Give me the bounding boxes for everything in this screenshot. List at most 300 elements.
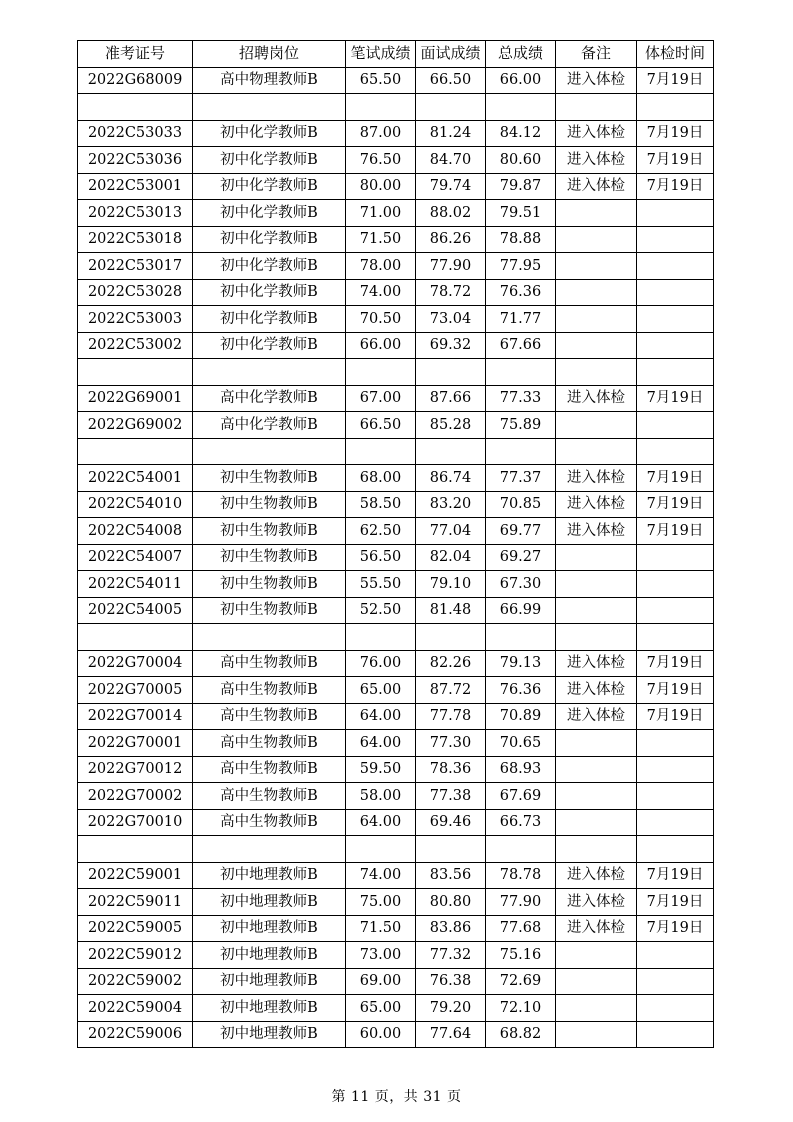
position-cell: 初中化学教师B (193, 200, 346, 227)
remarks-cell: 进入体检 (556, 889, 637, 916)
exam-date-cell (637, 200, 714, 227)
interview-score-cell: 82.26 (416, 650, 486, 677)
spacer-row (78, 836, 714, 863)
written-score-cell: 78.00 (346, 253, 416, 280)
exam-id-cell: 2022G69001 (78, 385, 193, 412)
interview-score-cell: 87.66 (416, 385, 486, 412)
total-score-cell: 72.69 (486, 968, 556, 995)
header-written-score: 笔试成绩 (346, 41, 416, 68)
written-score-cell: 70.50 (346, 306, 416, 333)
exam-date-cell (637, 597, 714, 624)
interview-score-cell (416, 836, 486, 863)
table-row (78, 412, 714, 439)
interview-score-cell: 73.04 (416, 306, 486, 333)
position-cell (193, 359, 346, 386)
exam-id-cell: 2022C59005 (78, 915, 193, 942)
exam-id-cell: 2022G70002 (78, 783, 193, 810)
exam-date-cell: 7月19日 (637, 677, 714, 704)
exam-date-cell (637, 544, 714, 571)
interview-score-cell: 69.46 (416, 809, 486, 836)
position-cell: 初中地理教师B (193, 968, 346, 995)
position-cell: 高中生物教师B (193, 650, 346, 677)
position-cell (193, 94, 346, 121)
position-cell: 初中化学教师B (193, 173, 346, 200)
interview-score-cell (416, 624, 486, 651)
interview-score-cell: 69.32 (416, 332, 486, 359)
position-cell: 初中化学教师B (193, 120, 346, 147)
remarks-cell: 进入体检 (556, 650, 637, 677)
remarks-cell (556, 226, 637, 253)
interview-score-cell: 79.74 (416, 173, 486, 200)
position-cell: 初中生物教师B (193, 465, 346, 492)
exam-date-cell: 7月19日 (637, 703, 714, 730)
exam-date-cell (637, 730, 714, 757)
position-cell: 初中生物教师B (193, 491, 346, 518)
remarks-cell (556, 253, 637, 280)
exam-date-cell (637, 253, 714, 280)
exam-date-cell (637, 359, 714, 386)
table-row (78, 253, 714, 280)
total-score-cell: 69.77 (486, 518, 556, 545)
remarks-cell (556, 942, 637, 969)
written-score-cell: 65.00 (346, 677, 416, 704)
remarks-cell: 进入体检 (556, 385, 637, 412)
position-cell: 初中化学教师B (193, 279, 346, 306)
total-score-cell: 70.85 (486, 491, 556, 518)
remarks-cell: 进入体检 (556, 120, 637, 147)
exam-id-cell: 2022C59006 (78, 1021, 193, 1048)
written-score-cell: 58.00 (346, 783, 416, 810)
remarks-cell: 进入体检 (556, 703, 637, 730)
exam-id-cell (78, 438, 193, 465)
exam-date-cell (637, 809, 714, 836)
position-cell (193, 438, 346, 465)
table-row (78, 995, 714, 1022)
exam-date-cell (637, 836, 714, 863)
position-cell: 初中生物教师B (193, 597, 346, 624)
written-score-cell: 66.00 (346, 332, 416, 359)
exam-date-cell: 7月19日 (637, 67, 714, 94)
table-row (78, 518, 714, 545)
position-cell: 高中物理教师B (193, 67, 346, 94)
written-score-cell: 69.00 (346, 968, 416, 995)
exam-id-cell: 2022C54010 (78, 491, 193, 518)
remarks-cell (556, 995, 637, 1022)
table-row (78, 703, 714, 730)
position-cell: 高中化学教师B (193, 412, 346, 439)
interview-score-cell: 76.38 (416, 968, 486, 995)
exam-id-cell: 2022C53013 (78, 200, 193, 227)
results-table (77, 40, 714, 1048)
written-score-cell: 74.00 (346, 862, 416, 889)
written-score-cell (346, 359, 416, 386)
remarks-cell (556, 624, 637, 651)
interview-score-cell: 77.04 (416, 518, 486, 545)
written-score-cell: 59.50 (346, 756, 416, 783)
exam-id-cell: 2022C54001 (78, 465, 193, 492)
total-score-cell (486, 438, 556, 465)
position-cell: 初中地理教师B (193, 995, 346, 1022)
exam-date-cell (637, 571, 714, 598)
written-score-cell: 62.50 (346, 518, 416, 545)
spacer-row (78, 624, 714, 651)
interview-score-cell: 77.64 (416, 1021, 486, 1048)
interview-score-cell: 66.50 (416, 67, 486, 94)
exam-id-cell: 2022C53017 (78, 253, 193, 280)
interview-score-cell: 78.36 (416, 756, 486, 783)
exam-date-cell: 7月19日 (637, 173, 714, 200)
total-score-cell: 70.65 (486, 730, 556, 757)
table-row (78, 279, 714, 306)
written-score-cell: 76.50 (346, 147, 416, 174)
exam-id-cell: 2022C53018 (78, 226, 193, 253)
exam-id-cell: 2022C54008 (78, 518, 193, 545)
total-score-cell: 75.89 (486, 412, 556, 439)
remarks-cell (556, 783, 637, 810)
table-row (78, 1021, 714, 1048)
remarks-cell (556, 836, 637, 863)
interview-score-cell: 77.30 (416, 730, 486, 757)
position-cell: 初中生物教师B (193, 571, 346, 598)
table-row (78, 677, 714, 704)
exam-date-cell: 7月19日 (637, 120, 714, 147)
exam-id-cell: 2022C53002 (78, 332, 193, 359)
table-body (78, 67, 714, 1048)
exam-date-cell (637, 624, 714, 651)
exam-date-cell (637, 756, 714, 783)
position-cell: 高中生物教师B (193, 677, 346, 704)
total-score-cell: 77.90 (486, 889, 556, 916)
interview-score-cell: 83.56 (416, 862, 486, 889)
exam-id-cell: 2022G70005 (78, 677, 193, 704)
written-score-cell: 71.50 (346, 226, 416, 253)
exam-date-cell: 7月19日 (637, 650, 714, 677)
interview-score-cell: 79.20 (416, 995, 486, 1022)
table-row (78, 120, 714, 147)
remarks-cell (556, 359, 637, 386)
exam-id-cell: 2022C54007 (78, 544, 193, 571)
total-score-cell (486, 359, 556, 386)
position-cell: 初中化学教师B (193, 332, 346, 359)
position-cell: 初中化学教师B (193, 226, 346, 253)
header-position: 招聘岗位 (193, 41, 346, 68)
table-row (78, 730, 714, 757)
total-score-cell: 70.89 (486, 703, 556, 730)
table-row (78, 756, 714, 783)
exam-date-cell: 7月19日 (637, 862, 714, 889)
remarks-cell (556, 597, 637, 624)
table-row (78, 597, 714, 624)
total-score-cell: 68.93 (486, 756, 556, 783)
exam-date-cell (637, 968, 714, 995)
header-exam-date: 体检时间 (637, 41, 714, 68)
position-cell (193, 624, 346, 651)
position-cell: 高中生物教师B (193, 809, 346, 836)
written-score-cell: 87.00 (346, 120, 416, 147)
interview-score-cell: 87.72 (416, 677, 486, 704)
spacer-row (78, 438, 714, 465)
remarks-cell (556, 438, 637, 465)
header-interview-score: 面试成绩 (416, 41, 486, 68)
exam-id-cell: 2022C53001 (78, 173, 193, 200)
table-row (78, 809, 714, 836)
exam-id-cell (78, 836, 193, 863)
remarks-cell: 进入体检 (556, 67, 637, 94)
table-row (78, 332, 714, 359)
position-cell: 初中地理教师B (193, 862, 346, 889)
interview-score-cell (416, 94, 486, 121)
interview-score-cell: 81.48 (416, 597, 486, 624)
table-row (78, 385, 714, 412)
spacer-row (78, 94, 714, 121)
written-score-cell: 66.50 (346, 412, 416, 439)
exam-id-cell (78, 359, 193, 386)
position-cell: 高中化学教师B (193, 385, 346, 412)
position-cell: 初中地理教师B (193, 889, 346, 916)
table-row (78, 915, 714, 942)
interview-score-cell: 78.72 (416, 279, 486, 306)
total-score-cell: 79.13 (486, 650, 556, 677)
exam-id-cell: 2022C54005 (78, 597, 193, 624)
remarks-cell: 进入体检 (556, 677, 637, 704)
interview-score-cell: 83.86 (416, 915, 486, 942)
page-number: 第 11 页，共 31 页 (331, 1089, 462, 1105)
interview-score-cell: 86.74 (416, 465, 486, 492)
header-exam-id: 准考证号 (78, 41, 193, 68)
total-score-cell: 79.87 (486, 173, 556, 200)
total-score-cell: 72.10 (486, 995, 556, 1022)
exam-date-cell (637, 306, 714, 333)
exam-id-cell: 2022G70010 (78, 809, 193, 836)
written-score-cell: 73.00 (346, 942, 416, 969)
written-score-cell: 60.00 (346, 1021, 416, 1048)
interview-score-cell (416, 359, 486, 386)
written-score-cell: 71.50 (346, 915, 416, 942)
position-cell: 初中生物教师B (193, 544, 346, 571)
position-cell: 初中化学教师B (193, 306, 346, 333)
written-score-cell (346, 624, 416, 651)
table-row (78, 147, 714, 174)
position-cell: 初中地理教师B (193, 915, 346, 942)
exam-id-cell: 2022C59012 (78, 942, 193, 969)
total-score-cell: 77.33 (486, 385, 556, 412)
remarks-cell: 进入体检 (556, 465, 637, 492)
position-cell: 高中生物教师B (193, 756, 346, 783)
written-score-cell: 58.50 (346, 491, 416, 518)
total-score-cell: 69.27 (486, 544, 556, 571)
exam-date-cell (637, 783, 714, 810)
exam-date-cell: 7月19日 (637, 491, 714, 518)
interview-score-cell: 84.70 (416, 147, 486, 174)
remarks-cell (556, 1021, 637, 1048)
total-score-cell (486, 94, 556, 121)
exam-date-cell: 7月19日 (637, 385, 714, 412)
remarks-cell: 进入体检 (556, 862, 637, 889)
exam-id-cell (78, 94, 193, 121)
exam-date-cell (637, 279, 714, 306)
table-row (78, 226, 714, 253)
exam-id-cell: 2022C53028 (78, 279, 193, 306)
total-score-cell: 77.37 (486, 465, 556, 492)
remarks-cell (556, 756, 637, 783)
written-score-cell (346, 438, 416, 465)
written-score-cell: 67.00 (346, 385, 416, 412)
interview-score-cell: 82.04 (416, 544, 486, 571)
header-row (78, 41, 714, 68)
interview-score-cell: 83.20 (416, 491, 486, 518)
total-score-cell: 84.12 (486, 120, 556, 147)
exam-id-cell: 2022G69002 (78, 412, 193, 439)
interview-score-cell: 77.38 (416, 783, 486, 810)
written-score-cell: 64.00 (346, 730, 416, 757)
remarks-cell (556, 412, 637, 439)
position-cell: 初中生物教师B (193, 518, 346, 545)
exam-id-cell: 2022C54011 (78, 571, 193, 598)
header-total-score: 总成绩 (486, 41, 556, 68)
written-score-cell: 80.00 (346, 173, 416, 200)
written-score-cell: 74.00 (346, 279, 416, 306)
total-score-cell: 78.88 (486, 226, 556, 253)
total-score-cell: 76.36 (486, 677, 556, 704)
spacer-row (78, 359, 714, 386)
exam-id-cell: 2022C59011 (78, 889, 193, 916)
position-cell: 高中生物教师B (193, 703, 346, 730)
total-score-cell: 68.82 (486, 1021, 556, 1048)
remarks-cell (556, 94, 637, 121)
exam-id-cell: 2022G68009 (78, 67, 193, 94)
remarks-cell (556, 306, 637, 333)
exam-date-cell (637, 226, 714, 253)
table-row (78, 650, 714, 677)
interview-score-cell (416, 438, 486, 465)
written-score-cell: 64.00 (346, 809, 416, 836)
exam-id-cell: 2022C53033 (78, 120, 193, 147)
position-cell: 高中生物教师B (193, 783, 346, 810)
written-score-cell: 68.00 (346, 465, 416, 492)
total-score-cell: 71.77 (486, 306, 556, 333)
table-row (78, 783, 714, 810)
exam-id-cell: 2022C59002 (78, 968, 193, 995)
total-score-cell (486, 836, 556, 863)
interview-score-cell: 77.78 (416, 703, 486, 730)
table-row (78, 173, 714, 200)
exam-id-cell: 2022C53036 (78, 147, 193, 174)
table-row (78, 200, 714, 227)
exam-date-cell: 7月19日 (637, 465, 714, 492)
remarks-cell: 进入体检 (556, 173, 637, 200)
written-score-cell (346, 94, 416, 121)
table-row (78, 465, 714, 492)
interview-score-cell: 77.32 (416, 942, 486, 969)
written-score-cell: 65.50 (346, 67, 416, 94)
position-cell: 初中化学教师B (193, 253, 346, 280)
position-cell: 初中化学教师B (193, 147, 346, 174)
remarks-cell (556, 332, 637, 359)
exam-id-cell: 2022G70012 (78, 756, 193, 783)
total-score-cell: 66.73 (486, 809, 556, 836)
written-score-cell: 55.50 (346, 571, 416, 598)
interview-score-cell: 79.10 (416, 571, 486, 598)
total-score-cell: 66.99 (486, 597, 556, 624)
remarks-cell (556, 968, 637, 995)
written-score-cell: 65.00 (346, 995, 416, 1022)
written-score-cell: 56.50 (346, 544, 416, 571)
exam-id-cell: 2022G70004 (78, 650, 193, 677)
exam-date-cell (637, 438, 714, 465)
table-row (78, 491, 714, 518)
table-row (78, 968, 714, 995)
exam-id-cell: 2022G70014 (78, 703, 193, 730)
table-row (78, 67, 714, 94)
header-remarks: 备注 (556, 41, 637, 68)
written-score-cell: 71.00 (346, 200, 416, 227)
exam-id-cell: 2022C59004 (78, 995, 193, 1022)
table-row (78, 889, 714, 916)
position-cell: 初中地理教师B (193, 1021, 346, 1048)
exam-date-cell (637, 942, 714, 969)
remarks-cell (556, 544, 637, 571)
exam-date-cell (637, 1021, 714, 1048)
exam-id-cell (78, 624, 193, 651)
exam-date-cell (637, 94, 714, 121)
remarks-cell (556, 200, 637, 227)
exam-id-cell: 2022C59001 (78, 862, 193, 889)
remarks-cell (556, 809, 637, 836)
exam-date-cell (637, 995, 714, 1022)
exam-date-cell: 7月19日 (637, 147, 714, 174)
remarks-cell: 进入体检 (556, 147, 637, 174)
table-row (78, 942, 714, 969)
total-score-cell: 66.00 (486, 67, 556, 94)
total-score-cell (486, 624, 556, 651)
total-score-cell: 75.16 (486, 942, 556, 969)
table-row (78, 571, 714, 598)
remarks-cell (556, 571, 637, 598)
exam-date-cell: 7月19日 (637, 518, 714, 545)
interview-score-cell: 77.90 (416, 253, 486, 280)
interview-score-cell: 86.26 (416, 226, 486, 253)
remarks-cell: 进入体检 (556, 491, 637, 518)
total-score-cell: 77.95 (486, 253, 556, 280)
total-score-cell: 80.60 (486, 147, 556, 174)
table-row (78, 306, 714, 333)
total-score-cell: 67.69 (486, 783, 556, 810)
total-score-cell: 67.30 (486, 571, 556, 598)
table-row (78, 862, 714, 889)
exam-date-cell: 7月19日 (637, 889, 714, 916)
interview-score-cell: 80.80 (416, 889, 486, 916)
written-score-cell: 52.50 (346, 597, 416, 624)
position-cell (193, 836, 346, 863)
written-score-cell: 75.00 (346, 889, 416, 916)
remarks-cell: 进入体检 (556, 518, 637, 545)
remarks-cell (556, 279, 637, 306)
position-cell: 高中生物教师B (193, 730, 346, 757)
total-score-cell: 77.68 (486, 915, 556, 942)
interview-score-cell: 81.24 (416, 120, 486, 147)
total-score-cell: 76.36 (486, 279, 556, 306)
remarks-cell (556, 730, 637, 757)
written-score-cell (346, 836, 416, 863)
written-score-cell: 76.00 (346, 650, 416, 677)
position-cell: 初中地理教师B (193, 942, 346, 969)
exam-date-cell: 7月19日 (637, 915, 714, 942)
exam-date-cell (637, 332, 714, 359)
exam-id-cell: 2022C53003 (78, 306, 193, 333)
remarks-cell: 进入体检 (556, 915, 637, 942)
exam-date-cell (637, 412, 714, 439)
total-score-cell: 79.51 (486, 200, 556, 227)
